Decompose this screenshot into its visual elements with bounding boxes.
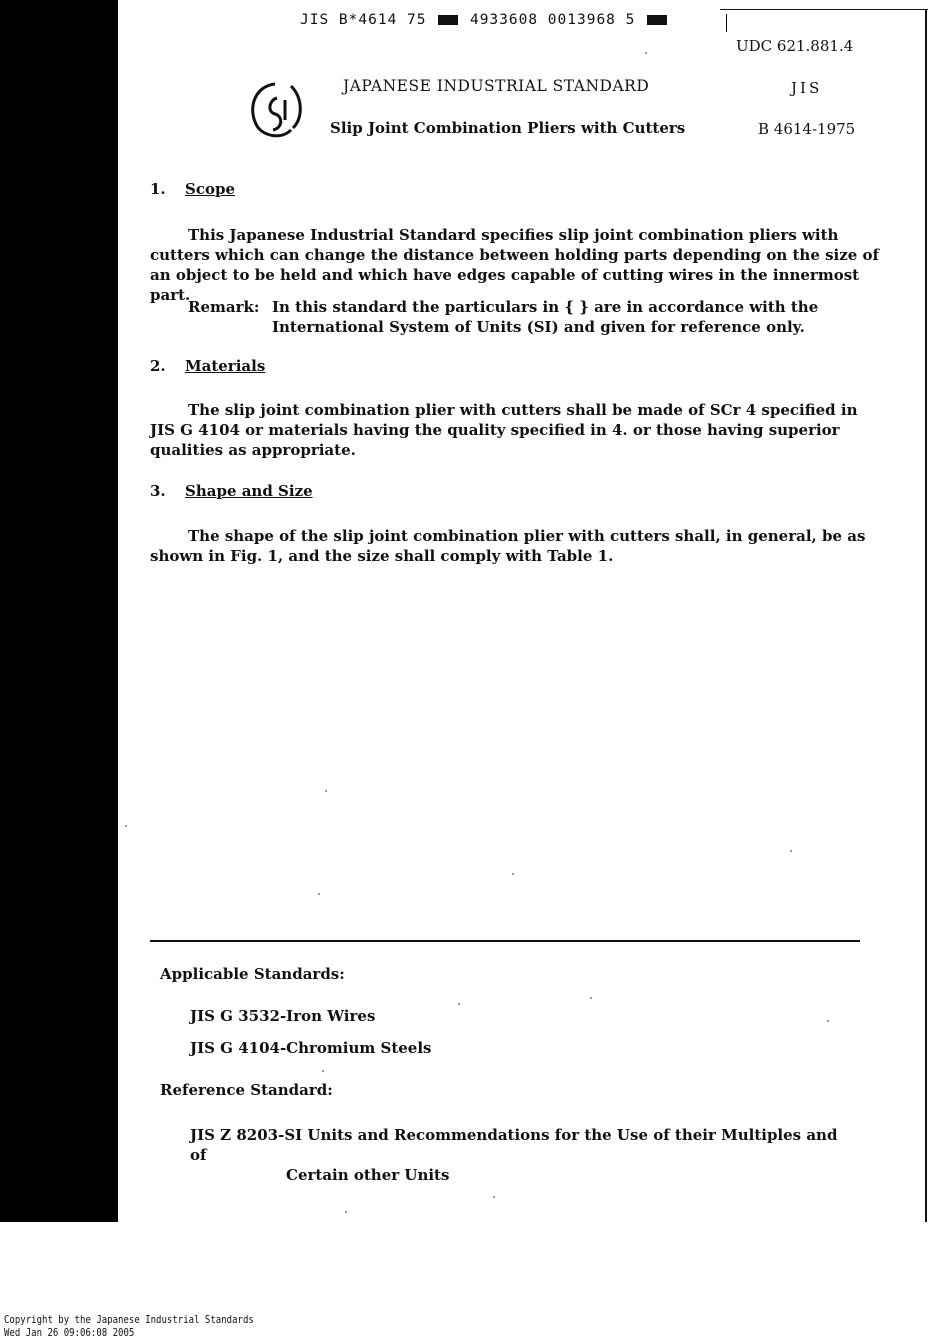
section-heading-materials: 2. Materials bbox=[150, 357, 266, 375]
reference-standard-item: JIS Z 8203-SI Units and Recommendations for the Use of their Multiples and of Certain other Units bbox=[190, 1126, 838, 1184]
remark-text: In this standard the particulars in { } are in accordance with the International System of Units (SI) and given for reference only. bbox=[272, 298, 819, 336]
scope-paragraph: This Japanese Industrial Standard specifies slip joint combination pliers with cutters which can change the distance between holding parts depending on the size of an object to be held and which have edges capable of cutting wires in the innermost part. bbox=[150, 226, 879, 304]
udc-number: UDC 621.881.4 bbox=[736, 37, 854, 55]
scan-speck bbox=[512, 873, 514, 875]
scan-speck bbox=[322, 1070, 324, 1072]
standard-title: JAPANESE INDUSTRIAL STANDARD bbox=[343, 77, 650, 95]
materials-paragraph: The slip joint combination plier with cutters shall be made of SCr 4 specified in JIS G 4104 or materials having the quality specified in 4. or those having superior qualities as appropriate. bbox=[150, 401, 858, 459]
section-heading-scope: 1. Scope bbox=[150, 180, 236, 198]
shape-size-paragraph: The shape of the slip joint combination plier with cutters shall, in general, be as shown in Fig. 1, and the size shall comply with Table 1. bbox=[150, 527, 866, 565]
corner-tick bbox=[726, 14, 727, 32]
scan-speck bbox=[325, 790, 327, 792]
scan-speck bbox=[590, 997, 592, 999]
scope-remark bbox=[188, 297, 878, 337]
scan-speck bbox=[125, 825, 127, 827]
copyright-notice: Copyright by the Japanese Industrial Standards Wed Jan 26 09:06:08 2005 bbox=[4, 1313, 254, 1339]
scan-speck bbox=[458, 1003, 460, 1005]
scan-speck bbox=[318, 893, 320, 895]
remark-label: Remark: bbox=[188, 298, 260, 316]
scan-speck bbox=[493, 1196, 495, 1198]
jis-label: JIS bbox=[791, 79, 823, 97]
applicable-standard-item: JIS G 3532-Iron Wires bbox=[190, 1007, 376, 1025]
document-subtitle: Slip Joint Combination Pliers with Cutters bbox=[330, 119, 686, 137]
reference-standard-heading: Reference Standard: bbox=[160, 1081, 333, 1099]
references-divider bbox=[150, 940, 860, 942]
right-border-rule bbox=[925, 9, 927, 1222]
scan-speck bbox=[827, 1020, 829, 1022]
section-heading-shape-size: 3. Shape and Size bbox=[150, 482, 313, 500]
scan-speck bbox=[345, 1211, 347, 1213]
scan-speck bbox=[645, 52, 647, 54]
jis-logo-icon bbox=[245, 78, 305, 142]
applicable-standards-heading: Applicable Standards: bbox=[160, 965, 345, 983]
scan-margin-bar bbox=[0, 0, 118, 1222]
applicable-standard-item: JIS G 4104-Chromium Steels bbox=[190, 1039, 432, 1057]
standard-number: B 4614-1975 bbox=[758, 120, 856, 138]
scan-code-line: JIS B*4614 75 4933608 0013968 5 bbox=[300, 12, 669, 28]
scan-speck bbox=[790, 850, 792, 852]
top-border-rule bbox=[720, 9, 928, 10]
